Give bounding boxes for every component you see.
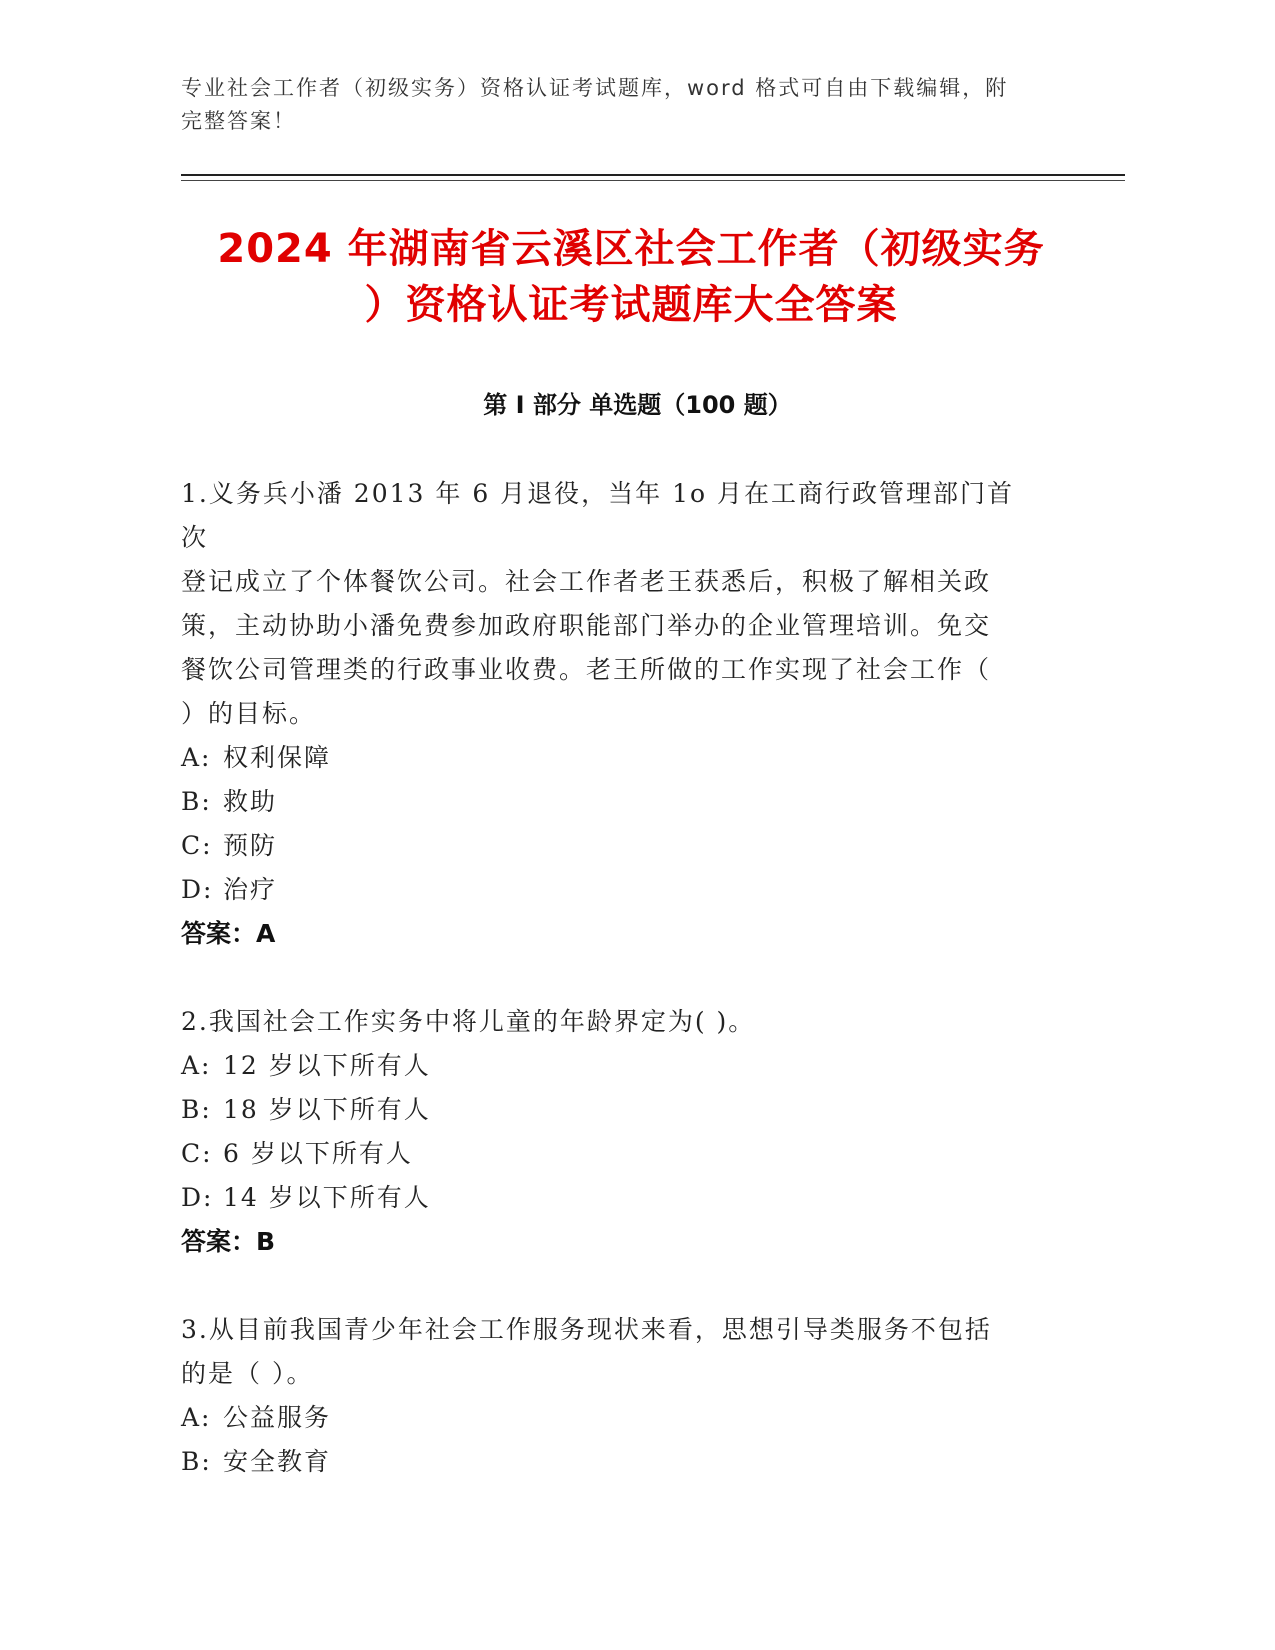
- option-a: [181, 1044, 1041, 1088]
- section-heading: 第 I 部分 单选题（100 题）: [483, 391, 792, 419]
- question-3: [181, 1308, 1041, 1484]
- header-divider-thick: [181, 174, 1125, 176]
- option-c: [181, 824, 1041, 868]
- option-text: 治疗: [223, 875, 278, 904]
- question-stem: [181, 472, 1041, 736]
- option-letter: A:: [181, 1051, 212, 1080]
- answer-label: 答案：A: [181, 919, 276, 948]
- option-text: 12 岁以下所有人: [223, 1051, 431, 1080]
- question-stem-line: 2.我国社会工作实务中将儿童的年龄界定为( )。: [181, 1007, 756, 1036]
- option-letter: A:: [181, 743, 212, 772]
- question-stem-line: 策，主动协助小潘免费参加政府职能部门举办的企业管理培训。免交: [181, 611, 992, 640]
- option-letter: A:: [181, 1403, 212, 1432]
- option-b: [181, 1440, 1041, 1484]
- option-text: 救助: [223, 787, 278, 816]
- option-d: [181, 868, 1041, 912]
- option-letter: B:: [181, 1447, 212, 1476]
- option-letter: C:: [181, 831, 213, 860]
- option-text: 权利保障: [223, 743, 332, 772]
- question-stem-line: 餐饮公司管理类的行政事业收费。老王所做的工作实现了社会工作（: [181, 655, 992, 684]
- option-b: [181, 1088, 1041, 1132]
- question-stem-line: 的是（ ）。: [181, 1359, 314, 1388]
- option-c: [181, 1132, 1041, 1176]
- option-text: 18 岁以下所有人: [223, 1095, 431, 1124]
- question-stem: [181, 1000, 1041, 1044]
- option-text: 6 岁以下所有人: [223, 1139, 413, 1168]
- question-2: [181, 1000, 1041, 1264]
- document-title: [181, 221, 1081, 333]
- question-stem: [181, 1308, 1041, 1396]
- question-1: [181, 472, 1041, 956]
- option-b: [181, 780, 1041, 824]
- header-divider-thin: [181, 180, 1125, 181]
- question-stem-line: 3.从目前我国青少年社会工作服务现状来看，思想引导类服务不包括: [181, 1315, 992, 1344]
- answer-label: 答案：B: [181, 1227, 276, 1256]
- option-text: 14 岁以下所有人: [223, 1183, 431, 1212]
- question-stem-line: 1.义务兵小潘 2013 年 6 月退役，当年 1o 月在工商行政管理部门首次: [181, 479, 1015, 552]
- question-stem-line: 登记成立了个体餐饮公司。社会工作者老王获悉后，积极了解相关政: [181, 567, 992, 596]
- option-a: [181, 736, 1041, 780]
- option-text: 安全教育: [223, 1447, 332, 1476]
- option-letter: B:: [181, 787, 212, 816]
- question-stem-line: ）的目标。: [181, 699, 317, 728]
- option-letter: D:: [181, 1183, 214, 1212]
- document-title-line-1: 2024 年湖南省云溪区社会工作者（初级实务: [217, 226, 1045, 272]
- document-header-note: [181, 72, 1061, 138]
- option-letter: B:: [181, 1095, 212, 1124]
- option-a: [181, 1396, 1041, 1440]
- option-text: 公益服务: [223, 1403, 332, 1432]
- document-title-line-2: ）资格认证考试题库大全答案: [364, 282, 898, 328]
- question-list: [181, 472, 1041, 1528]
- header-note-line-1: 专业社会工作者（初级实务）资格认证考试题库，word 格式可自由下载编辑，附: [181, 76, 1009, 100]
- option-letter: D:: [181, 875, 214, 904]
- option-letter: C:: [181, 1139, 213, 1168]
- option-text: 预防: [223, 831, 278, 860]
- header-note-line-2: 完整答案！: [181, 109, 296, 133]
- option-d: [181, 1176, 1041, 1220]
